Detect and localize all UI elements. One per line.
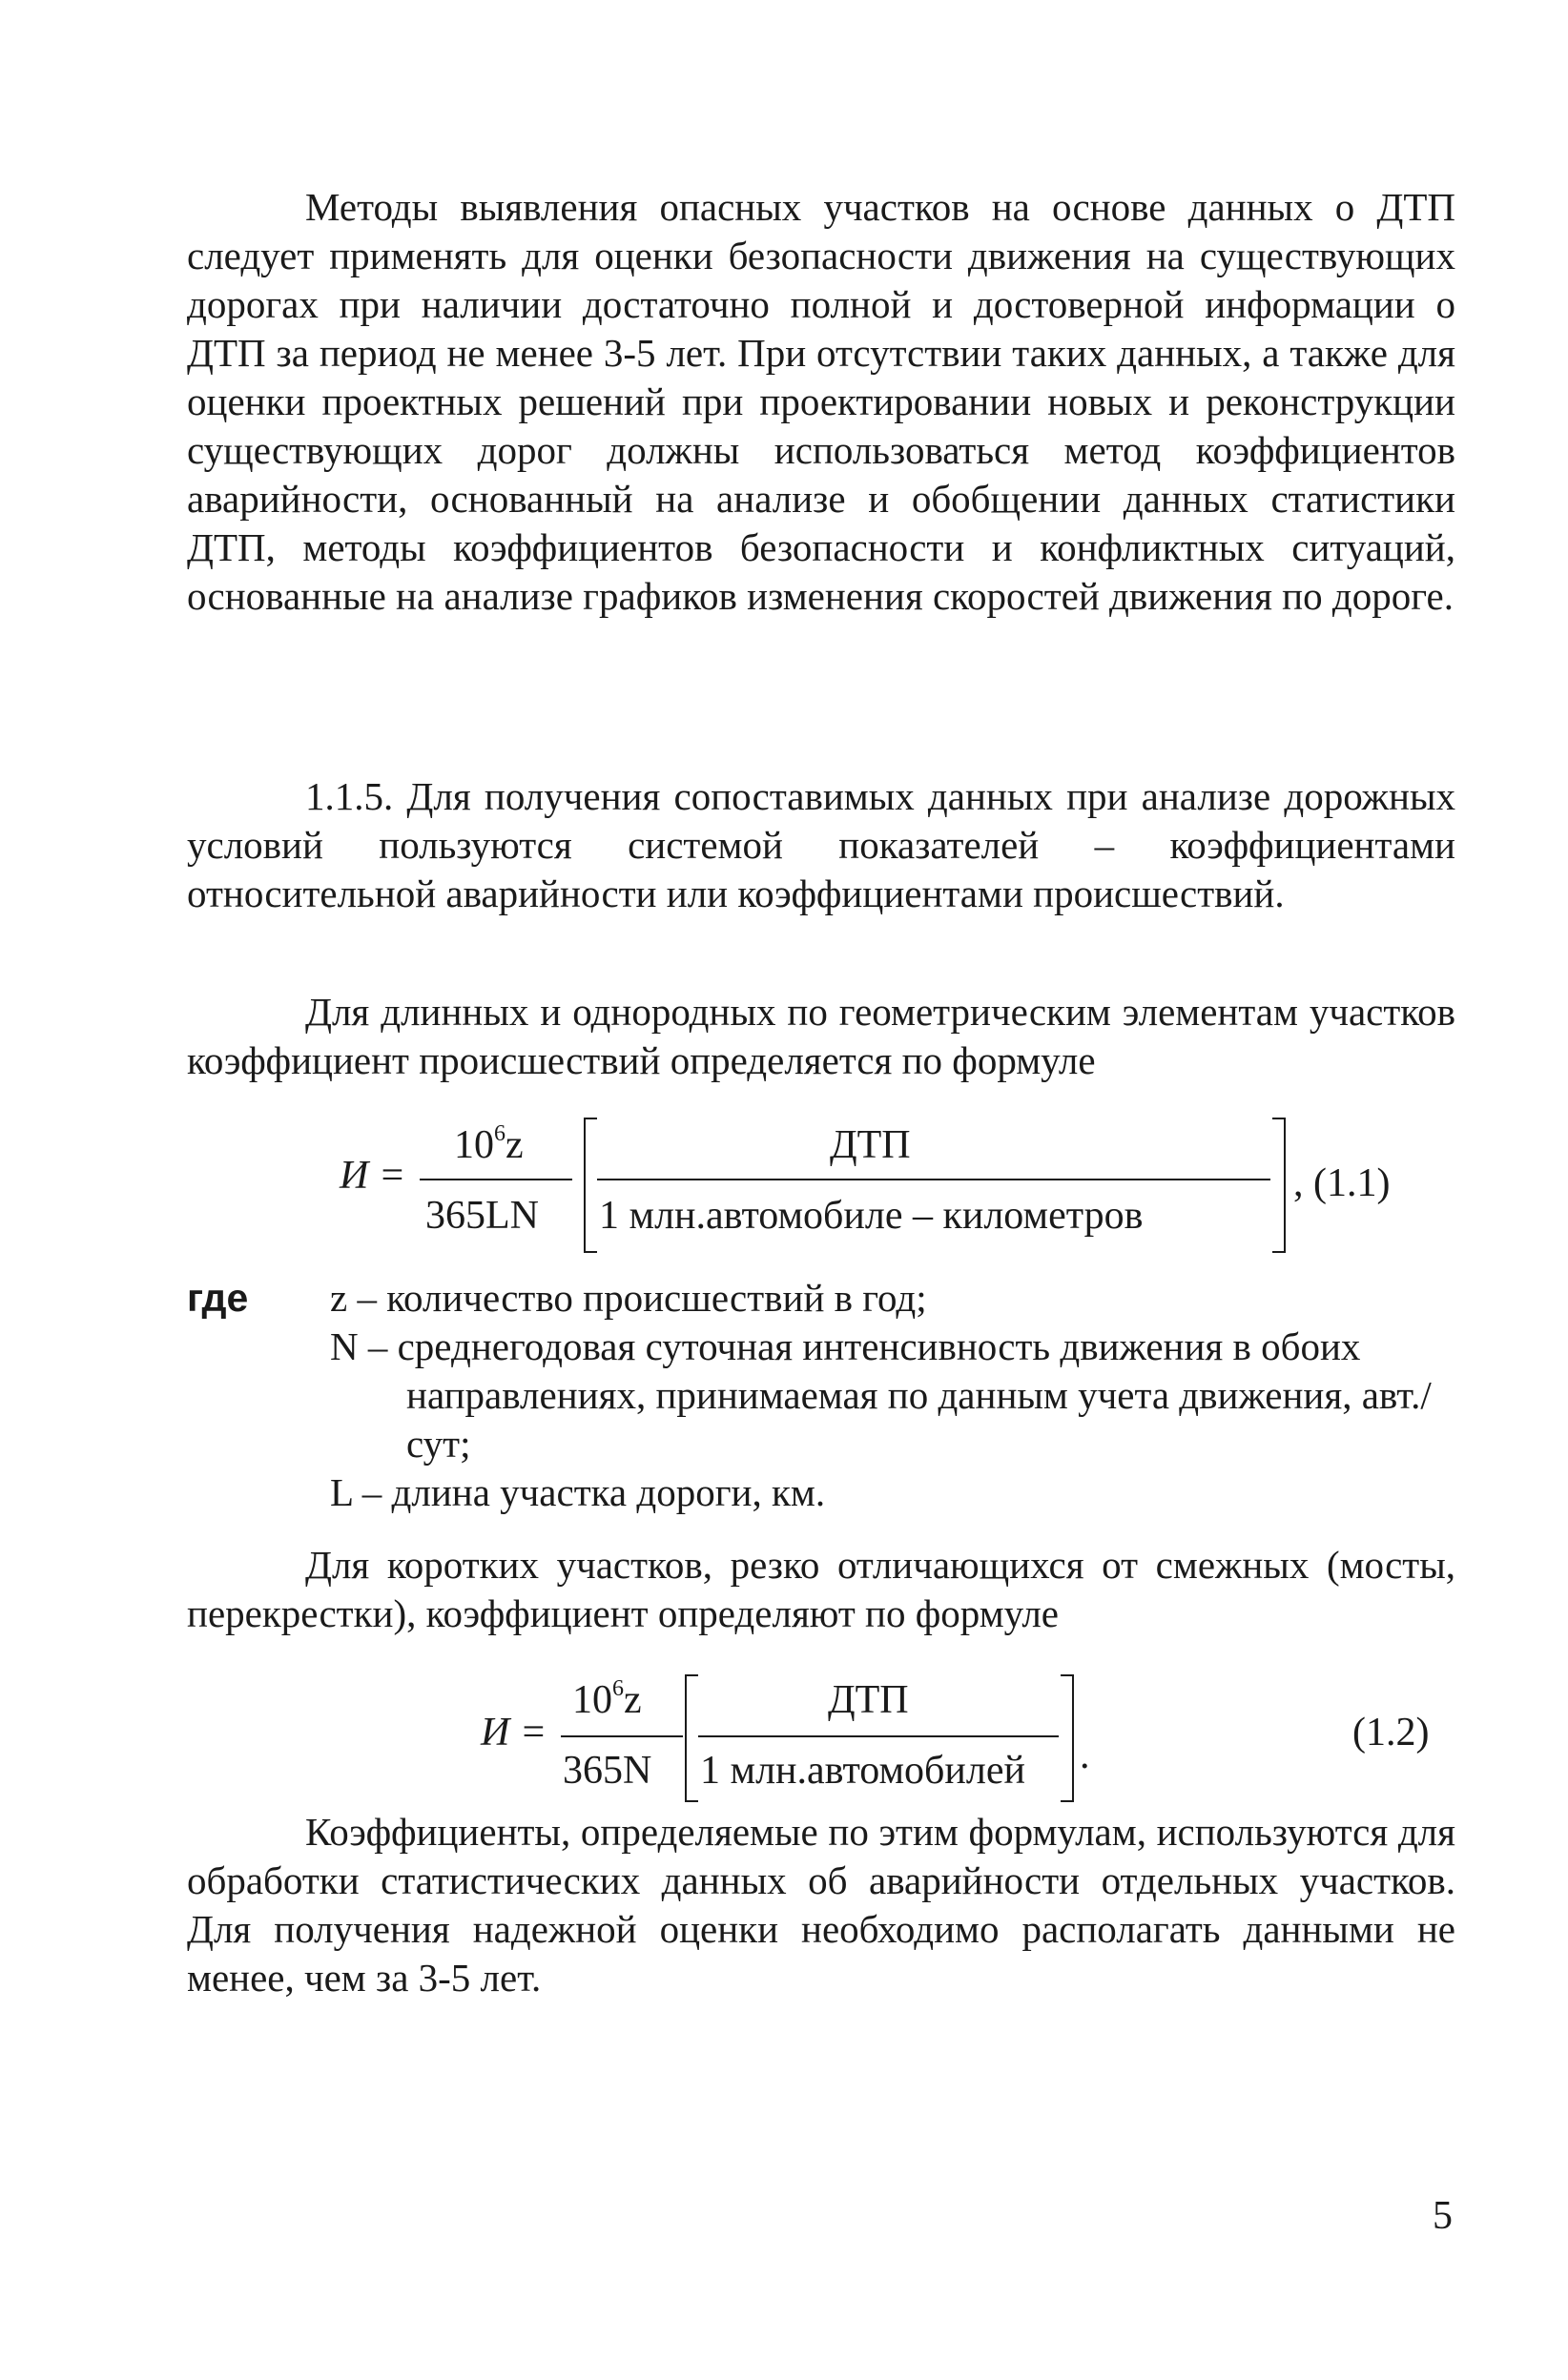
definition-n: N – среднегодовая суточная интенсивность движения в обоих направлениях, принимаемая по данным учета движения, авт./сут; <box>330 1324 1432 1466</box>
formula-1-1-lhs: И = <box>340 1154 406 1198</box>
formula-1-1-denominator: 365LN <box>425 1194 539 1238</box>
formula-1-2-bracket-numerator: ДТП <box>828 1678 909 1722</box>
right-bracket <box>1061 1674 1074 1802</box>
formula-1-2-tag: (1.2) <box>1352 1711 1430 1754</box>
paragraph-section-1-1-5: 1.1.5. Для получения сопоставимых данных при анализе дорожных условий пользуются системой показателей – коэффициентами относительной аварийности или коэффициентами происшествий. <box>187 774 1455 915</box>
formula-1-1-tag: , (1.1) <box>1293 1161 1391 1205</box>
page-number: 5 <box>1433 2194 1453 2238</box>
definition-z: z – количество происшествий в год; <box>330 1276 927 1320</box>
fraction-bar <box>597 1179 1270 1180</box>
where-label: где <box>187 1276 249 1320</box>
left-bracket <box>685 1674 698 1802</box>
formula-1-2-tail: . <box>1080 1734 1090 1777</box>
paragraph-methods: Методы выявления опасных участков на основе данных о ДТП следует применять для оценки безопасности движения на существующих дорогах при наличии достаточно полной и достоверной информации о ДТП за период не менее 3-5 лет. При отсутствии таких данных, а также для оценки проектных решений при проектировании новых и реконструкции существующих дорог должны использоваться метод коэффициентов аварийности, основанный на анализе и обобщении данных статистики ДТП, методы коэффициентов безопасности и конфликтных ситуаций, основанные на анализе графиков изменения скоростей движения по дороге. <box>187 185 1455 618</box>
formula-1-1-numerator: $10^6z$ <box>454 1121 524 1167</box>
fraction-bar <box>698 1735 1059 1737</box>
fraction-bar <box>561 1735 683 1737</box>
paragraph-long-sections: Для длинных и однородных по геометрическим элементам участков коэффициент происшествий определяется по формуле <box>187 990 1455 1082</box>
variable-definitions <box>330 1274 1455 1517</box>
fraction-bar <box>420 1179 572 1180</box>
right-bracket <box>1272 1118 1286 1253</box>
formula-1-2-lhs: И = <box>481 1711 547 1754</box>
left-bracket <box>584 1118 597 1253</box>
formula-1-2-numerator: $10^6z$ <box>572 1676 642 1722</box>
formula-1-1-bracket-denominator: 1 млн.автомобиле – километров <box>599 1194 1144 1238</box>
formula-1-1-bracket-numerator: ДТП <box>830 1123 911 1167</box>
paragraph-coefficients-usage: Коэффициенты, определяемые по этим формулам, используются для обработки статистических данных об аварийности отдельных участков. Для получения надежной оценки необходимо располагать данными не менее, чем за 3-5 лет. <box>187 1810 1455 2000</box>
paragraph-short-sections: Для коротких участков, резко отличающихся от смежных (мосты, перекрестки), коэффициент определяют по формуле <box>187 1543 1455 1635</box>
formula-1-2-bracket-denominator: 1 млн.автомобилей <box>700 1749 1025 1793</box>
formula-1-2-denominator: 365N <box>563 1749 652 1793</box>
definition-l: L – длина участка дороги, км. <box>330 1470 826 1514</box>
